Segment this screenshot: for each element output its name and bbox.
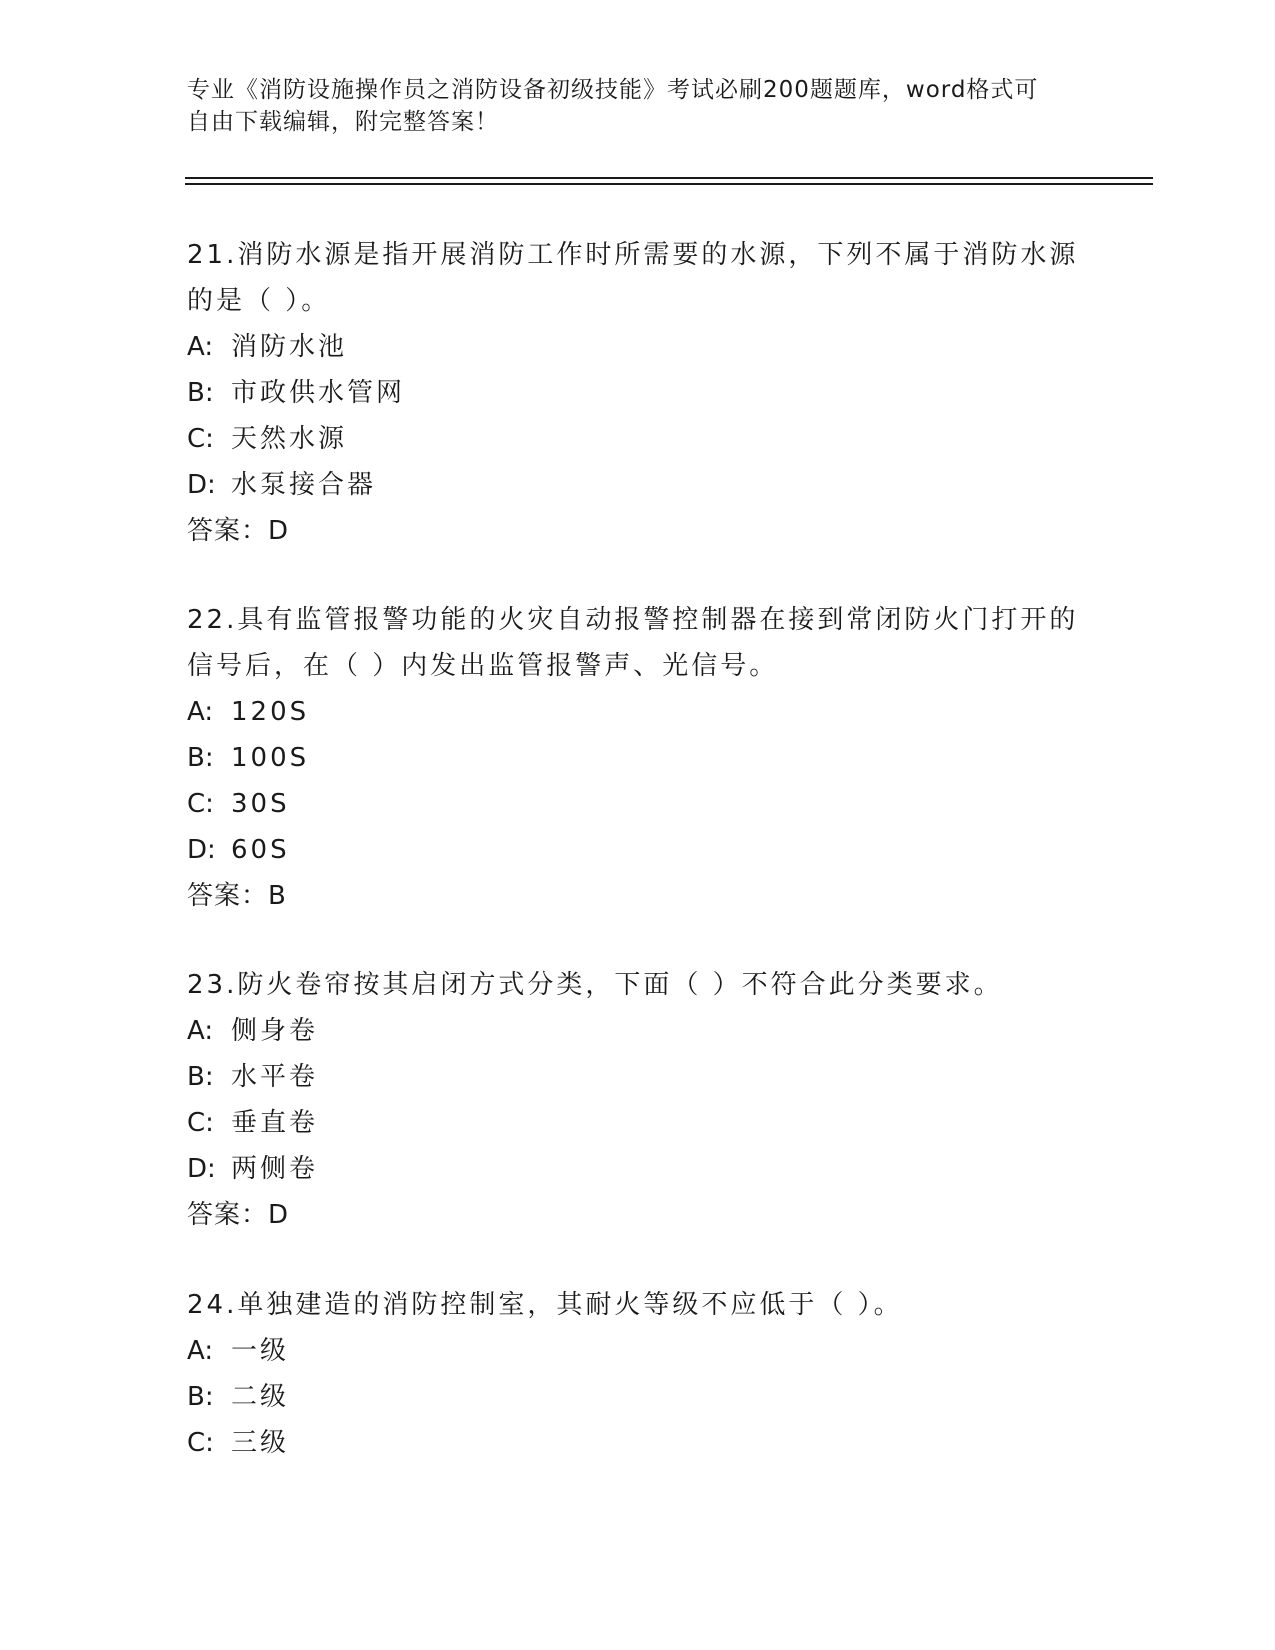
answer: 答案：D [187, 1200, 290, 1230]
option-key: C: [187, 1428, 214, 1458]
option-text: 天然水源 [231, 424, 348, 454]
option-key: B: [187, 1062, 214, 1092]
option-a [187, 1008, 1087, 1054]
option-text: 100S [231, 743, 310, 773]
question-23 [187, 962, 1087, 1238]
option-key: C: [187, 1108, 214, 1138]
option-d [187, 1146, 1087, 1192]
option-b [187, 370, 1087, 416]
option-d [187, 462, 1087, 508]
header-line-2: 自由下载编辑，附完整答案！ [187, 109, 499, 135]
option-c [187, 416, 1087, 462]
option-key: A: [187, 332, 214, 362]
option-text: 一级 [231, 1336, 290, 1366]
option-key: D: [187, 835, 216, 865]
option-key: C: [187, 424, 214, 454]
question-21 [187, 232, 1087, 554]
header-line-1: 专业《消防设施操作员之消防设备初级技能》考试必刷200题题库，word格式可 [187, 77, 1039, 103]
option-c [187, 781, 1087, 827]
option-text: 三级 [231, 1428, 290, 1458]
option-a [187, 324, 1087, 370]
option-text: 30S [231, 789, 290, 819]
header-divider-top [185, 177, 1153, 179]
option-key: A: [187, 1336, 214, 1366]
option-text: 侧身卷 [231, 1016, 319, 1046]
question-stem-line: 信号后，在（ ）内发出监管报警声、光信号。 [187, 651, 779, 681]
header-divider-bottom [185, 183, 1153, 185]
option-key: A: [187, 1016, 214, 1046]
option-text: 120S [231, 697, 310, 727]
document-header [187, 74, 1067, 138]
option-key: C: [187, 789, 214, 819]
option-key: B: [187, 743, 214, 773]
question-stem-line: 24.单独建造的消防控制室，其耐火等级不应低于（ ）。 [187, 1290, 903, 1320]
option-text: 水平卷 [231, 1062, 319, 1092]
option-d [187, 827, 1087, 873]
option-a [187, 689, 1087, 735]
option-b [187, 1374, 1087, 1420]
option-b [187, 1054, 1087, 1100]
option-text: 二级 [231, 1382, 290, 1412]
option-text: 两侧卷 [231, 1154, 319, 1184]
question-24 [187, 1282, 1087, 1466]
option-key: B: [187, 1382, 214, 1412]
question-22 [187, 597, 1087, 919]
option-a [187, 1328, 1087, 1374]
option-key: D: [187, 1154, 216, 1184]
option-text: 水泵接合器 [231, 470, 377, 500]
option-c [187, 1100, 1087, 1146]
option-key: B: [187, 378, 214, 408]
option-c [187, 1420, 1087, 1466]
option-text: 消防水池 [231, 332, 348, 362]
question-stem-line: 21.消防水源是指开展消防工作时所需要的水源，下列不属于消防水源 [187, 240, 1079, 270]
option-text: 垂直卷 [231, 1108, 319, 1138]
option-text: 市政供水管网 [231, 378, 406, 408]
question-stem-line: 23.防火卷帘按其启闭方式分类，下面（ ）不符合此分类要求。 [187, 970, 1003, 1000]
option-key: A: [187, 697, 214, 727]
answer: 答案：B [187, 881, 287, 911]
option-key: D: [187, 470, 216, 500]
question-stem-line: 的是（ ）。 [187, 286, 331, 316]
option-b [187, 735, 1087, 781]
question-stem-line: 22.具有监管报警功能的火灾自动报警控制器在接到常闭防火门打开的 [187, 605, 1079, 635]
option-text: 60S [231, 835, 290, 865]
answer: 答案：D [187, 516, 290, 546]
